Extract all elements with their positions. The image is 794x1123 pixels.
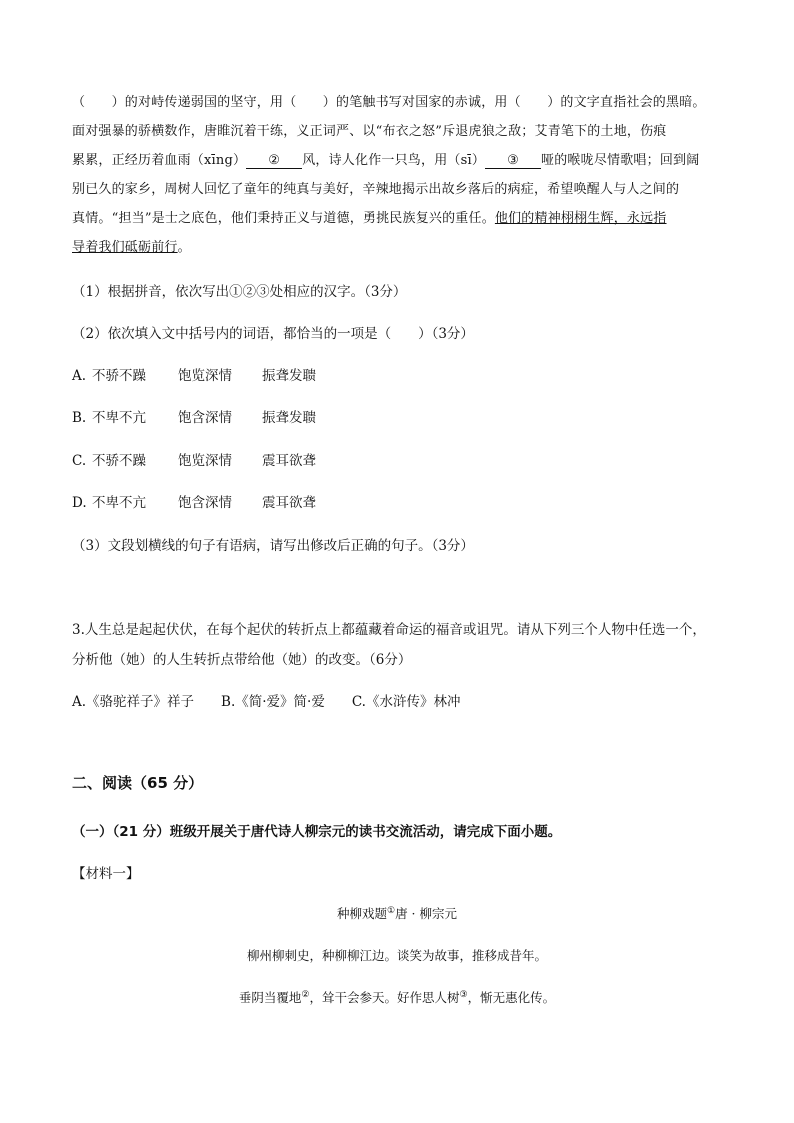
option-c[interactable]: C. 不骄不躁 饱览深情 震耳欲聋 bbox=[72, 453, 316, 469]
passage-line-2: 面对强暴的骄横数作，唐睢沉着干练，义正词严、以“布衣之怒”斥退虎狼之敌；艾青笔下的土地，伤痕 bbox=[72, 124, 667, 139]
question-3-prompt-line-2: 分析他（她）的人生转折点带给他（她）的改变。（6分） bbox=[72, 652, 412, 668]
passage-line-5: 真情。“担当”是士之底色，他们秉持正义与道德，勇挑民族复兴的重任。他们的精神栩栩生辉，永远指 bbox=[72, 211, 667, 226]
passage-paragraph bbox=[72, 88, 724, 262]
underlined-sentence-part-1: 他们的精神栩栩生辉，永远指 bbox=[494, 211, 667, 226]
passage-line-1: （ ）的对峙传递弱国的坚守，用（ ）的笔触书写对国家的赤诚，用（ ）的文字直指社会的黑暗。 bbox=[72, 95, 706, 110]
poem-line-2: 垂阴当覆地②，耸干会参天。好作思人树③，惭无惠化传。 bbox=[238, 989, 556, 1005]
option-a[interactable]: A. 不骄不躁 饱览深情 振聋发聩 bbox=[72, 368, 316, 384]
question-2: （2）依次填入文中括号内的词语，都恰当的一项是（ ）（3分） bbox=[72, 326, 474, 342]
section-heading: 二、阅读（65 分） bbox=[72, 774, 204, 792]
material-label: 【材料一】 bbox=[72, 866, 140, 882]
option-d[interactable]: D. 不卑不亢 饱含深情 震耳欲聋 bbox=[72, 495, 316, 511]
question-1: （1）根据拼音，依次写出①②③处相应的汉字。（3分） bbox=[72, 284, 407, 300]
passage-line-3: 累累，正经历着血雨（xīng） ② 风，诗人化作一只鸟，用（sī） ③ 哑的喉咙尽情歌唱；回到阔 bbox=[72, 153, 700, 168]
question-3-choices: A.《骆驼祥子》祥子 B.《简·爱》简·爱 C.《水浒传》林冲 bbox=[72, 694, 461, 710]
passage-line-6: 导着我们砥砺前行。 bbox=[72, 240, 191, 255]
passage-line-4: 别已久的家乡，周树人回忆了童年的纯真与美好，辛辣地揭示出故乡落后的病症，希望唤醒人与人之间的 bbox=[72, 182, 680, 197]
blank-2[interactable]: ② bbox=[246, 154, 302, 169]
poem-line-1: 柳州柳刺史，种柳柳江边。谈笑为故事，推移成昔年。 bbox=[246, 948, 547, 963]
question-3: （3）文段划横线的句子有语病，请写出修改后正确的句子。（3分） bbox=[72, 538, 474, 554]
underlined-sentence-part-2: 导着我们砥砺前行 bbox=[72, 240, 178, 255]
question-3-prompt-line-1: 3.人生总是起起伏伏，在每个起伏的转折点上都蕴藏着命运的福音或诅咒。请从下列三个人物中任选一个， bbox=[72, 622, 706, 638]
option-b[interactable]: B. 不卑不亢 饱含深情 振聋发聩 bbox=[72, 410, 316, 426]
blank-3[interactable]: ③ bbox=[485, 154, 541, 169]
section-subheading: （一）（21 分）班级开展关于唐代诗人柳宗元的读书交流活动，请完成下面小题。 bbox=[72, 824, 562, 840]
poem-title: 种柳戏题①唐 · 柳宗元 bbox=[336, 905, 457, 921]
